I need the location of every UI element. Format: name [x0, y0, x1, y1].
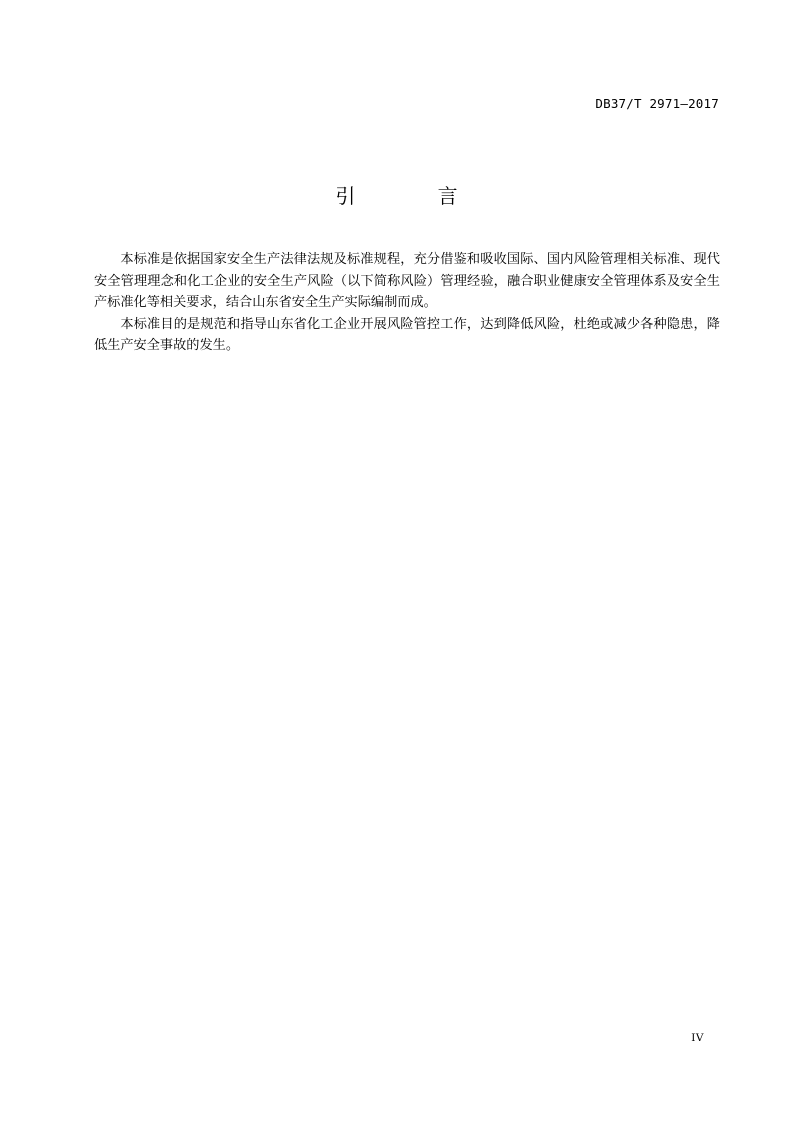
document-code: DB37/T 2971—2017: [595, 96, 719, 111]
section-title: 引 言: [335, 184, 496, 208]
page-number: IV: [691, 1032, 704, 1044]
body-text: [94, 249, 720, 357]
paragraph-basis: 本标准是依据国家安全生产法律法规及标准规程，充分借鉴和吸收国际、国内风险管理相关标准、现代安全管理理念和化工企业的安全生产风险（以下简称风险）管理经验，融合职业健康安全管理体系及安全生产标准化等相关要求，结合山东省安全生产实际编制而成。: [94, 252, 720, 311]
paragraph-purpose: 本标准目的是规范和指导山东省化工企业开展风险管控工作，达到降低风险，杜绝或减少各种隐患，降低生产安全事故的发生。: [94, 316, 720, 354]
